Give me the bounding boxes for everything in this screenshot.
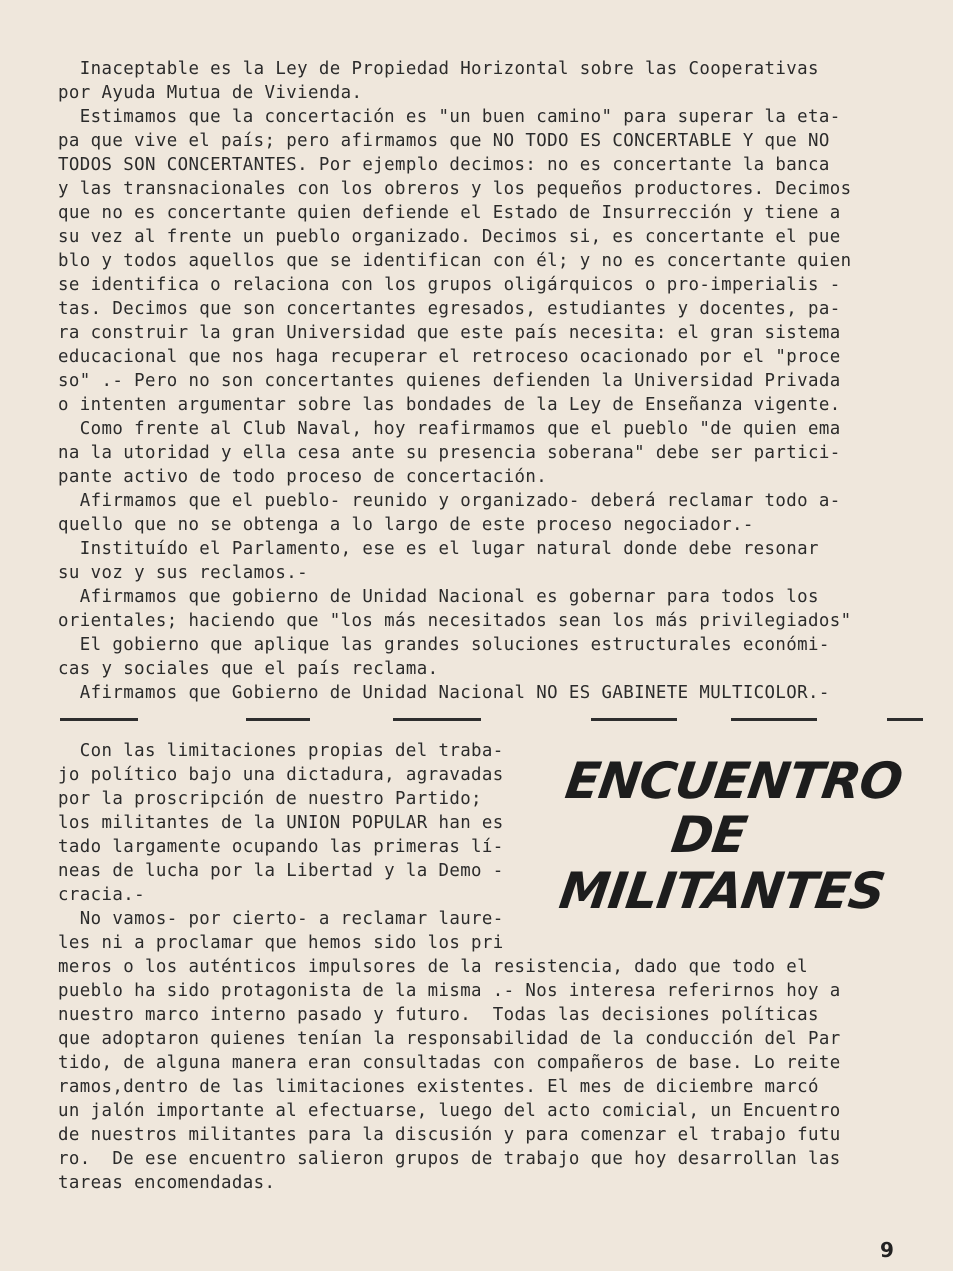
column-text-line: No vamos- por cierto- a reclamar laure- xyxy=(58,909,504,929)
text-line: tas. Decimos que son concertantes egresados, estudiantes y docentes, pa- xyxy=(58,299,841,319)
column-text-line: cracia.- xyxy=(58,885,145,905)
text-line: TODOS SON CONCERTANTES. Por ejemplo decimos: no es concertante la banca xyxy=(58,155,830,175)
text-line: por Ayuda Mutua de Vivienda. xyxy=(58,83,363,103)
text-line: Inaceptable es la Ley de Propiedad Horizontal sobre las Cooperativas xyxy=(58,59,819,79)
text-line: cas y sociales que el país reclama. xyxy=(58,659,439,679)
text-line: El gobierno que aplique las grandes soluciones estructurales económi- xyxy=(58,635,830,655)
text-line: ramos,dentro de las limitaciones existentes. El mes de diciembre marcó xyxy=(58,1077,819,1097)
divider-dash xyxy=(393,718,481,721)
text-line: quello que no se obtenga a lo largo de este proceso negociador.- xyxy=(58,515,754,535)
column-text-line: Con las limitaciones propias del traba- xyxy=(58,741,504,761)
text-line: educacional que nos haga recuperar el retroceso ocacionado por el "proce xyxy=(58,347,841,367)
article-heading-line-1: ENCUENTRO xyxy=(561,752,906,810)
text-line: un jalón importante al efectuarse, luego del acto comicial, un Encuentro xyxy=(58,1101,841,1121)
text-line: se identifica o relaciona con los grupos oligárquicos o pro-imperialis - xyxy=(58,275,841,295)
column-text-line: neas de lucha por la Libertad y la Demo - xyxy=(58,861,504,881)
text-line: meros o los auténticos impulsores de la resistencia, dado que todo el xyxy=(58,957,809,977)
divider-dash xyxy=(591,718,677,721)
text-line: Afirmamos que el pueblo- reunido y organizado- deberá reclamar todo a- xyxy=(58,491,841,511)
text-line: su vez al frente un pueblo organizado. Decimos si, es concertante el pue xyxy=(58,227,841,247)
column-text-line: tado largamente ocupando las primeras lí- xyxy=(58,837,504,857)
article-heading-line-2: DE xyxy=(667,806,750,864)
text-line: Instituído el Parlamento, ese es el lugar natural donde debe resonar xyxy=(58,539,819,559)
column-text-line: les ni a proclamar que hemos sido los pri xyxy=(58,933,504,953)
text-line: o intenten argumentar sobre las bondades de la Ley de Enseñanza vigente. xyxy=(58,395,841,415)
text-line: na la utoridad y ella cesa ante su presencia soberana" debe ser partici- xyxy=(58,443,841,463)
page-number: 9 xyxy=(880,1238,894,1262)
article-heading-line-3: MILITANTES xyxy=(555,862,888,920)
text-line: ra construir la gran Universidad que este país necesita: el gran sistema xyxy=(58,323,841,343)
text-line: orientales; haciendo que "los más necesitados sean los más privilegiados" xyxy=(58,611,852,631)
text-line: Como frente al Club Naval, hoy reafirmamos que el pueblo "de quien ema xyxy=(58,419,841,439)
divider-dash xyxy=(887,718,923,721)
text-line: pante activo de todo proceso de concertación. xyxy=(58,467,548,487)
column-text-line: jo político bajo una dictadura, agravadas xyxy=(58,765,504,785)
text-line: de nuestros militantes para la discusión y para comenzar el trabajo futu xyxy=(58,1125,841,1145)
text-line: Afirmamos que Gobierno de Unidad Nacional NO ES GABINETE MULTICOLOR.- xyxy=(58,683,830,703)
column-text-line: los militantes de la UNION POPULAR han es xyxy=(58,813,504,833)
text-line: Estimamos que la concertación es "un buen camino" para superar la eta- xyxy=(58,107,841,127)
text-line: blo y todos aquellos que se identifican con él; y no es concertante quien xyxy=(58,251,852,271)
column-text-line: por la proscripción de nuestro Partido; xyxy=(58,789,482,809)
divider-dash xyxy=(731,718,817,721)
divider-dash xyxy=(60,718,138,721)
text-line: Afirmamos que gobierno de Unidad Nacional es gobernar para todos los xyxy=(58,587,819,607)
text-line: ro. De ese encuentro salieron grupos de trabajo que hoy desarrollan las xyxy=(58,1149,841,1169)
text-line: pueblo ha sido protagonista de la misma .- Nos interesa referirnos hoy a xyxy=(58,981,841,1001)
text-line: pa que vive el país; pero afirmamos que NO TODO ES CONCERTABLE Y que NO xyxy=(58,131,830,151)
text-line: nuestro marco interno pasado y futuro. Todas las decisiones políticas xyxy=(58,1005,819,1025)
text-line: so" .- Pero no son concertantes quienes defienden la Universidad Privada xyxy=(58,371,841,391)
divider-dash xyxy=(246,718,310,721)
text-line: tareas encomendadas. xyxy=(58,1173,276,1193)
text-line: y las transnacionales con los obreros y los pequeños productores. Decimos xyxy=(58,179,852,199)
text-line: tido, de alguna manera eran consultadas con compañeros de base. Lo reite xyxy=(58,1053,841,1073)
text-line: que no es concertante quien defiende el Estado de Insurrección y tiene a xyxy=(58,203,841,223)
text-line: que adoptaron quienes tenían la responsabilidad de la conducción del Par xyxy=(58,1029,841,1049)
text-line: su voz y sus reclamos.- xyxy=(58,563,309,583)
